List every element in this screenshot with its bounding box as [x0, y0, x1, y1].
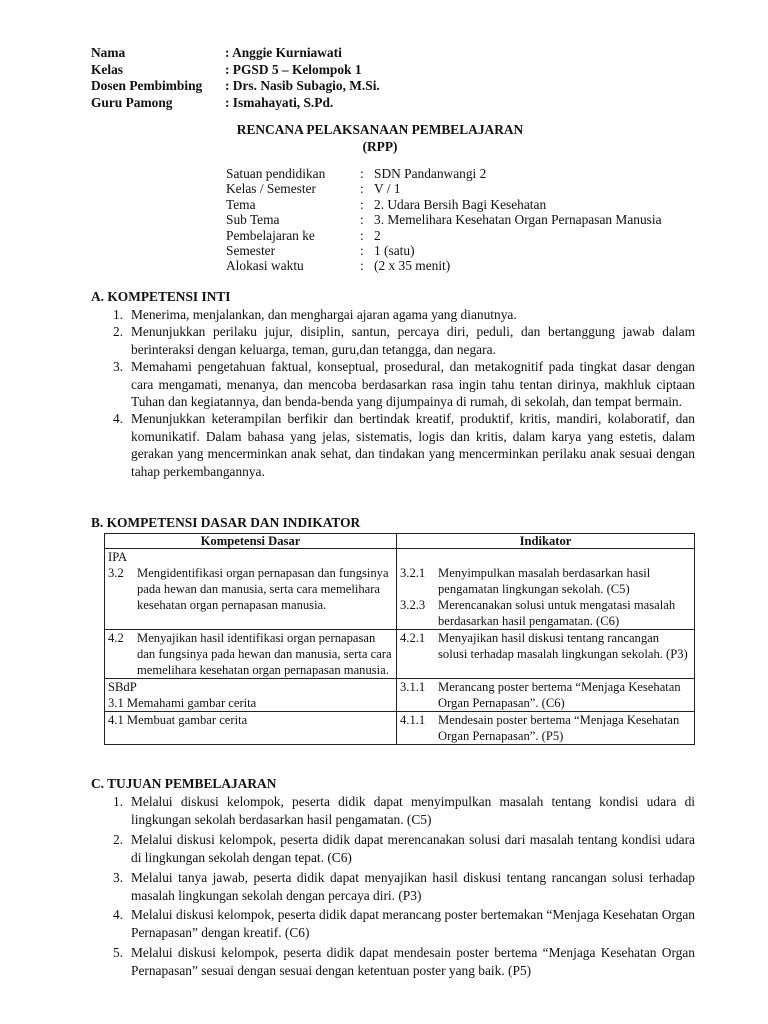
section-b-heading: B. KOMPETENSI DASAR DAN INDIKATOR	[91, 515, 361, 530]
section-a-heading: A. KOMPETENSI INTI	[91, 289, 231, 304]
item-text: Melalui tanya jawab, peserta didik dapat menyajikan hasil diskusi tentang rancangan solusi terhadap masalah lingkungan sekolah dengan percaya diri. (P3)	[131, 869, 695, 903]
info-separator: :	[360, 242, 364, 258]
kd-text: 4.1 Membuat gambar cerita	[108, 713, 248, 727]
item-number: 2.	[113, 324, 124, 340]
info-label: Sub Tema	[226, 212, 280, 228]
item-number: 1.	[113, 307, 124, 322]
table-row	[105, 679, 695, 712]
indicator-code: 4.1.1	[400, 713, 426, 727]
indicator-code: 3.2.3	[400, 598, 426, 612]
table-row	[105, 630, 695, 679]
header-value: : Anggie Kurniawati	[225, 45, 342, 60]
item-text: Melalui diskusi kelompok, peserta didik dapat merencanakan solusi dari masalah tentang kondisi udara di lingkungan sekolah dengan tepat. (C6)	[131, 831, 695, 865]
kd-cell	[105, 712, 397, 745]
lesson-info	[226, 166, 662, 274]
kd-item	[108, 630, 393, 678]
info-label: Semester	[226, 242, 276, 258]
info-value: 2. Udara Bersih Bagi Kesehatan	[374, 196, 547, 212]
item-text: Melalui diskusi kelompok, peserta didik dapat mendesain poster bertema “Menjaga Kesehatan Organ Pernapasan” sesuai dengan sesuai dengan ketentuan poster yang baik. (P5)	[131, 945, 695, 979]
item-number: 1.	[113, 794, 124, 809]
header-row	[91, 95, 380, 112]
indicator-code: 3.2.1	[400, 566, 426, 580]
indicator-item	[400, 630, 691, 662]
info-value: SDN Pandanwangi 2	[374, 166, 487, 181]
header-value: : Ismahayati, S.Pd.	[225, 94, 334, 110]
list-item	[113, 358, 695, 410]
list-item	[113, 410, 695, 480]
kd-text: 3.1 Memahami gambar cerita	[108, 696, 257, 710]
item-number: 3.	[113, 359, 124, 375]
item-text: Melalui diskusi kelompok, peserta didik dapat menyimpulkan masalah tentang kondisi udara di lingkungan sekolah berdasarkan hasil pengamatan. (C5)	[131, 794, 695, 827]
tujuan-pembelajaran-list	[113, 793, 695, 982]
info-separator: :	[360, 181, 364, 197]
subject-label: IPA	[108, 550, 128, 564]
info-row	[226, 166, 662, 181]
indicator-cell	[397, 679, 695, 712]
kd-cell	[105, 549, 397, 630]
header-value: : PGSD 5 – Kelompok 1	[225, 61, 362, 77]
table-row	[105, 712, 695, 745]
kd-code: 3.2	[108, 566, 124, 580]
indicator-text: Menyajikan hasil diskusi tentang rancangan solusi terhadap masalah lingkungan sekolah. (P3)	[438, 631, 688, 661]
kd-cell	[105, 630, 397, 679]
header-row	[91, 62, 380, 79]
title-line-2: (RPP)	[362, 138, 398, 154]
info-label: Kelas / Semester	[226, 181, 316, 197]
indicator-code: 3.1.1	[400, 680, 426, 694]
column-header: Kompetensi Dasar	[105, 534, 397, 549]
table-header-row	[105, 534, 695, 549]
item-text: Menunjukkan perilaku jujur, disiplin, santun, percaya diri, peduli, dan bertanggung jawab dalam berinteraksi dengan keluarga, teman, guru,dan tetangga, dan negara.	[131, 324, 695, 357]
kd-item	[108, 565, 393, 613]
info-row	[226, 258, 662, 273]
kd-cell	[105, 679, 397, 712]
header-label: Kelas	[91, 61, 123, 77]
info-value: (2 x 35 menit)	[374, 258, 451, 274]
indicator-code: 4.2.1	[400, 631, 426, 645]
header-row	[91, 78, 380, 95]
indicator-text: Menyimpulkan masalah berdasarkan hasil pengamatan lingkungan sekolah. (C5)	[438, 566, 651, 596]
indicator-item	[400, 679, 691, 711]
info-separator: :	[360, 196, 364, 212]
item-text: Menunjukkan keterampilan berfikir dan bertindak kreatif, produktif, kritis, mandiri, kolaboratif, dan komunikatif. Dalam bahasa yang jelas, sistematis, logis dan kritis, dalam karya yang estetis, dalam gerakan yang mencerminkan anak sehat, dan tindakan yang mencerminkan perilaku anak sesuai dengan tahap perkembangannya.	[131, 411, 695, 479]
section-c-heading: C. TUJUAN PEMBELAJARAN	[91, 776, 277, 791]
list-item	[113, 306, 695, 323]
info-value: 3. Memelihara Kesehatan Organ Pernapasan Manusia	[374, 212, 662, 228]
info-separator: :	[360, 212, 364, 228]
info-separator: :	[360, 166, 364, 181]
item-number: 3.	[113, 869, 124, 885]
info-row	[226, 228, 662, 243]
indicator-item	[400, 597, 691, 629]
indicator-text: Merencanakan solusi untuk mengatasi masalah berdasarkan hasil pengamatan. (C6)	[438, 598, 676, 628]
indicator-text: Merancang poster bertema “Menjaga Kesehatan Organ Pernapasan”. (C6)	[438, 680, 681, 710]
header-label: Guru Pamong	[91, 94, 173, 110]
info-label: Tema	[226, 196, 256, 212]
indicator-cell	[397, 630, 695, 679]
item-text: Melalui diskusi kelompok, peserta didik dapat merancang poster bertemakan “Menjaga Kesehatan Organ Pernapasan” dengan kreatif. (C6)	[131, 907, 695, 941]
info-row	[226, 181, 662, 196]
table-row	[105, 549, 695, 630]
header-row	[91, 45, 380, 62]
info-label: Satuan pendidikan	[226, 166, 326, 181]
title-line-1: RENCANA PELAKSANAAN PEMBELAJARAN	[236, 122, 524, 137]
list-item	[113, 944, 695, 980]
list-item	[113, 869, 695, 905]
header-label: Nama	[91, 45, 126, 60]
item-number: 4.	[113, 907, 124, 923]
kd-text: Menyajikan hasil identifikasi organ pernapasan dan fungsinya pada hewan dan manusia, serta cara memelihara kesehatan organ pernapasan manusia.	[137, 631, 392, 677]
info-label: Pembelajaran ke	[226, 227, 315, 243]
student-header	[91, 45, 380, 111]
item-text: Memahami pengetahuan faktual, konseptual, prosedural, dan metakognitif pada tingkat dasar dengan cara mengamati, menanya, dan mencoba berdasarkan rasa ingin tahu tentan dirinya, makhluk ciptaan Tuhan dan kegiatannya, dan benda-benda yang dijumpainya di rumah, di sekolah, dan tempat bermain.	[131, 359, 695, 410]
item-text: Menerima, menjalankan, dan menghargai ajaran agama yang dianutnya.	[131, 307, 517, 322]
header-label: Dosen Pembimbing	[91, 78, 203, 93]
info-separator: :	[360, 227, 364, 243]
info-separator: :	[360, 258, 364, 274]
kompetensi-inti-list	[113, 306, 695, 480]
info-row	[226, 212, 662, 227]
list-item	[113, 831, 695, 867]
list-item	[113, 793, 695, 829]
info-value: 2	[374, 227, 381, 243]
info-row	[226, 197, 662, 212]
list-item	[113, 323, 695, 358]
indicator-item	[400, 712, 691, 744]
header-value: : Drs. Nasib Subagio, M.Si.	[225, 78, 380, 93]
indicator-text: Mendesain poster bertema “Menjaga Kesehatan Organ Pernapasan”. (P5)	[438, 713, 680, 743]
info-label: Alokasi waktu	[226, 258, 304, 274]
document-title	[200, 122, 560, 155]
item-number: 2.	[113, 831, 124, 847]
info-row	[226, 243, 662, 258]
indicator-cell	[397, 712, 695, 745]
subject-label: SBdP	[108, 680, 137, 694]
column-header: Indikator	[397, 534, 695, 549]
competency-table	[104, 533, 695, 745]
info-value: 1 (satu)	[374, 242, 415, 258]
kd-text: Mengidentifikasi organ pernapasan dan fungsinya pada hewan dan manusia, serta cara memelihara kesehatan organ pernapasan manusia.	[137, 566, 389, 612]
item-number: 4.	[113, 411, 124, 427]
item-number: 5.	[113, 945, 124, 961]
kd-code: 4.2	[108, 631, 124, 645]
info-value: V / 1	[374, 181, 401, 197]
indicator-item	[400, 565, 691, 597]
list-item	[113, 906, 695, 942]
indicator-cell	[397, 549, 695, 630]
